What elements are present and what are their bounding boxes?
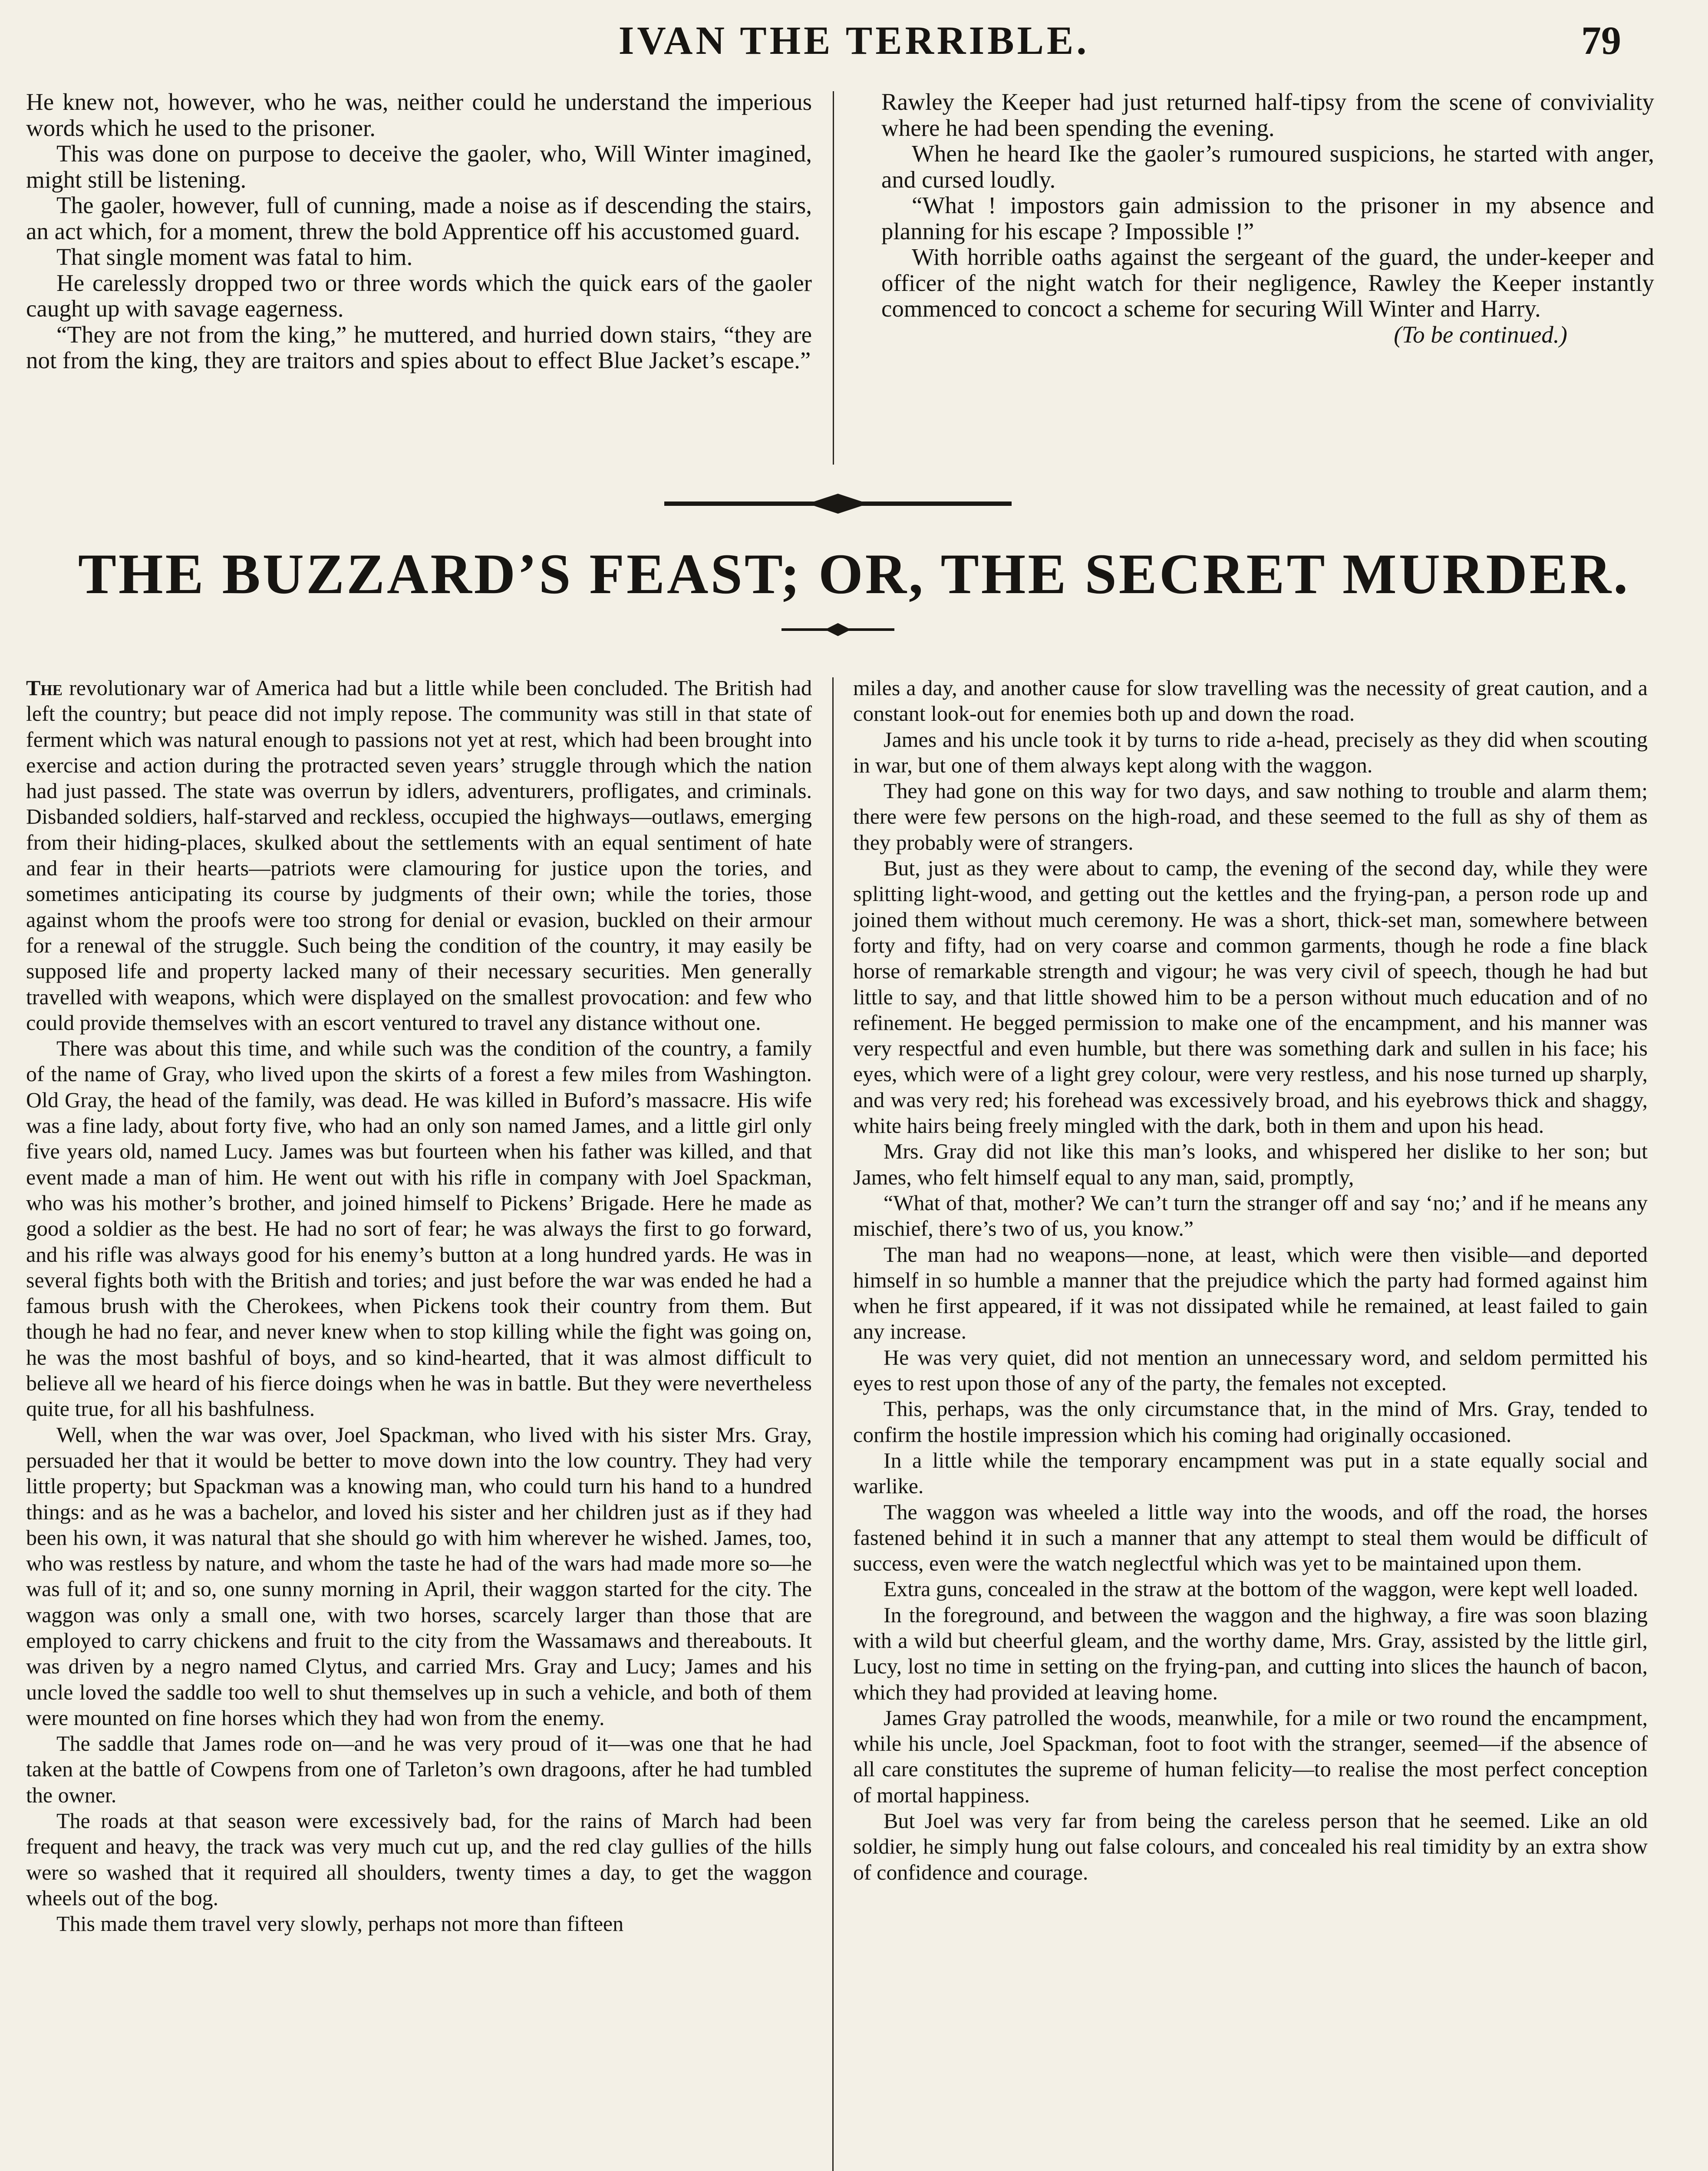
story-title: THE BUZZARD’S FEAST; OR, THE SECRET MURDER. [78,542,1630,606]
paragraph: James and his uncle took it by turns to ride a-head, precisely as they did when scouting in war, but one of them always kept along with the waggon. [853,727,1648,777]
paragraph: In the foreground, and between the waggon and the highway, a fire was soon blazing with a wild but cheerful gleam, and the worthy dame, Mrs. Gray, assisted by the little girl, Lucy, lost no time in setting on the frying-pan, and cutting into slices the haunch of bacon, which they had provided at leaving home. [853,1602,1648,1704]
paragraph: The gaoler, however, full of cunning, made a noise as if descending the stairs, an act which, for a moment, threw the bold Apprentice off his accustomed guard. [26,192,812,244]
story-left-column [26,675,812,1937]
paragraph: He was very quiet, did not mention an unnecessary word, and seldom permitted his eyes to rest upon those of any of the party, the females not excepted. [853,1345,1648,1396]
paragraph: But, just as they were about to camp, the evening of the second day, while they were splitting light-wood, and getting out the kettles and the frying-pan, a person rode up and joined them without much ceremony. He was a short, thick-set man, somewhere between forty and fifty, had on very coarse and common garments, though he rode a fine black horse of remarkable strength and vigour; he was very civil of speech, though he had but little to say, and that little showed him to be a person without much education and of no refinement. He begged permission to make one of the encampment, and his manner was very respectful and even humble, but there was something dark and sullen in his face; his eyes, which were of a light grey colour, were very restless, and his nose turned up sharply, and was very red; his forehead was excessively broad, and his eyebrows thick and shaggy, white hairs being freely mingled with the dark, both in them and upon his head. [853,856,1648,1138]
paragraph: Mrs. Gray did not like this man’s looks, and whispered her dislike to her son; but James, who felt himself equal to any man, said, promptly, [853,1139,1648,1189]
paragraph: “What of that, mother? We can’t turn the stranger off and say ‘no;’ and if he means any mischief, there’s two of us, you know.” [853,1190,1648,1241]
opening-word: The [26,676,63,700]
paragraph: “What ! impostors gain admission to the prisoner in my absence and planning for his escape ? Impossible !” [881,192,1654,244]
running-title: IVAN THE TERRIBLE. [618,18,1090,63]
paragraph: There was about this time, and while such was the condition of the country, a family of the name of Gray, who lived upon the skirts of a forest a few miles from Washington. Old Gray, the head of the family, was dead. He was killed in Buford’s massacre. His wife was a fine lady, about forty five, who had an only son named James, and a little girl only five years old, named Lucy. James was but fourteen when his father was killed, and that event made a man of him. He went out with his rifle in company with Joel Spackman, who was his mother’s brother, and joined himself to Pickens’ Brigade. Here he made as good a soldier as the best. He had no sort of fear; he was always the first to go forward, and his rifle was always good for his enemy’s button at a long hundred yards. He was in several fights both with the British and tories; and just before the war was ended he had a famous brush with the Cherokees, when Pickens took their country from them. But though he had no fear, and never knew when to stop killing while the fight was going on, he was the most bashful of boys, and so kind-hearted, that it was almost difficult to believe all we heard of his fierce doings when he was in battle. But they were nevertheless quite true, for all his bashfulness. [26,1036,812,1421]
paragraph: “They are not from the king,” he muttered, and hurried down stairs, “they are not from the king, they are traitors and spies about to effect Blue Jacket’s escape.” [26,321,812,373]
paragraph: In a little while the temporary encampment was put in a state equally social and warlike. [853,1448,1648,1498]
column-divider [833,91,834,465]
paragraph: James Gray patrolled the woods, meanwhile, for a mile or two round the encampment, while his uncle, Joel Spackman, foot to foot with the stranger, seemed—if the absence of all care constitutes the supreme of human felicity—to realise the most perfect conception of mortal happiness. [853,1705,1648,1807]
paragraph: This, perhaps, was the only circumstance that, in the mind of Mrs. Gray, tended to confirm the hostile impression which his coming had originally occasioned. [853,1396,1648,1447]
paragraph: Well, when the war was over, Joel Spackman, who lived with his sister Mrs. Gray, persuaded her that it would be better to move down into the low country. They had very little property; but Spackman was a knowing man, who could turn his hand to a hundred things: and as he was a bachelor, and loved his sister and her children just as if they had been his own, it was natural that she should go with him wherever he wished. James, too, who was restless by nature, and whom the taste he had of the wars had made more so—he was full of it; and so, one sunny morning in April, their waggon started for the city. The waggon was only a small one, with two horses, scarcely larger than those that are employed to carry chickens and fruit to the city from the Wassamaws and thereabouts. It was driven by a negro named Clytus, and carried Mrs. Gray and Lucy; James and his uncle loved the saddle too well to shut themselves up in such a vehicle, and both of them were mounted on fine horses which they had won from the enemy. [26,1422,812,1730]
paragraph: This made them travel very slowly, perhaps not more than fifteen [56,1911,624,1936]
paragraph: This was done on purpose to deceive the gaoler, who, Will Winter imagined, might still be listening. [26,140,812,193]
paragraph: When he heard Ike the gaoler’s rumoured suspicions, he started with anger, and cursed loudly. [881,140,1654,193]
paragraph: But Joel was very far from being the careless person that he seemed. Like an old soldier, he simply hung out false colours, and concealed his real timidity by an extra show of confidence and courage. [853,1808,1648,1884]
running-head [0,17,1708,74]
paragraph: The roads at that season were excessively bad, for the rains of March had been frequent and heavy, the track was very much cut up, and the red clay gullies of the hills were so washed that it required all shoulders, twenty times a day, to get the waggon wheels out of the bog. [26,1808,812,1910]
paragraph: The saddle that James rode on—and he was very proud of it—was one that he had taken at the battle of Cowpens from one of Tarleton’s own dragoons, after he had tumbled the owner. [26,1731,812,1807]
paragraph: Extra guns, concealed in the straw at the bottom of the waggon, were kept well loaded. [884,1577,1639,1601]
ornament-rule [664,488,1012,519]
ornament-small [781,619,894,640]
paragraph: Rawley the Keeper had just returned half-tipsy from the scene of conviviality where he had been spending the evening. [881,89,1654,141]
to-be-continued: (To be continued.) [1394,321,1567,348]
paragraph: He knew not, however, who he was, neither could he understand the imperious words which he used to the prisoner. [26,89,812,141]
opening-paragraph [26,675,812,1036]
paragraph: The man had no weapons—none, at least, which were then visible—and deported himself in so humble a manner that the prejudice which the party had formed against him when he first appeared, if it was not dissipated while he remained, at least failed to gain any increase. [853,1242,1648,1344]
paragraph: miles a day, and another cause for slow travelling was the necessity of great caution, and a constant look-out for enemies both up and down the road. [853,676,1648,726]
page-number: 79 [1581,18,1621,63]
paragraph: With horrible oaths against the sergeant of the guard, the under-keeper and officer of the night watch for their negligence, Rawley the Keeper instantly commenced to concoct a scheme for securing Will Winter and Harry. [881,244,1654,322]
paragraph: That single moment was fatal to him. [56,244,413,270]
paragraph: The waggon was wheeled a little way into the woods, and off the road, the horses fastened behind it in such a manner that any attempt to steal them would be difficult of success, even were the watch neglectful which was yet to be maintained upon them. [853,1499,1648,1576]
paragraph: He carelessly dropped two or three words which the quick ears of the gaoler caught up with savage eagerness. [26,269,812,322]
top-left-column [26,89,812,373]
story-right-column [853,675,1648,1885]
paragraph: They had gone on this way for two days, and saw nothing to trouble and alarm them; there were few persons on the high-road, and these seemed to the full as shy of them as they probably were of strangers. [853,779,1648,855]
column-divider [832,677,834,2171]
opening-text: revolutionary war of America had but a little while been concluded. The British had left the country; but peace did not imply repose. The community was still in that state of ferment which was natural enough to passions not yet at rest, which had been brought into exercise and action during the protracted seven years’ struggle through which the nation had just passed. The state was overrun by idlers, adventurers, profligates, and criminals. Disbanded soldiers, half-starved and reckless, occupied the highways—outlaws, emerging from their hiding-places, skulked about the settlements with an equal sentiment of hate and fear in their hearts—patriots were clamouring for justice upon the tories, and sometimes anticipating its course by judgments of their own; while the tories, those against whom the proofs were too strong for denial or evasion, buckled on their armour for a renewal of the struggle. Such being the condition of the country, it may easily be supposed life and property lacked many of their necessary securities. Men generally travelled with weapons, which were displayed on the smallest provocation: and few who could provide themselves with an escort ventured to travel any distance without one. [26,676,812,1035]
top-right-column [881,89,1654,347]
